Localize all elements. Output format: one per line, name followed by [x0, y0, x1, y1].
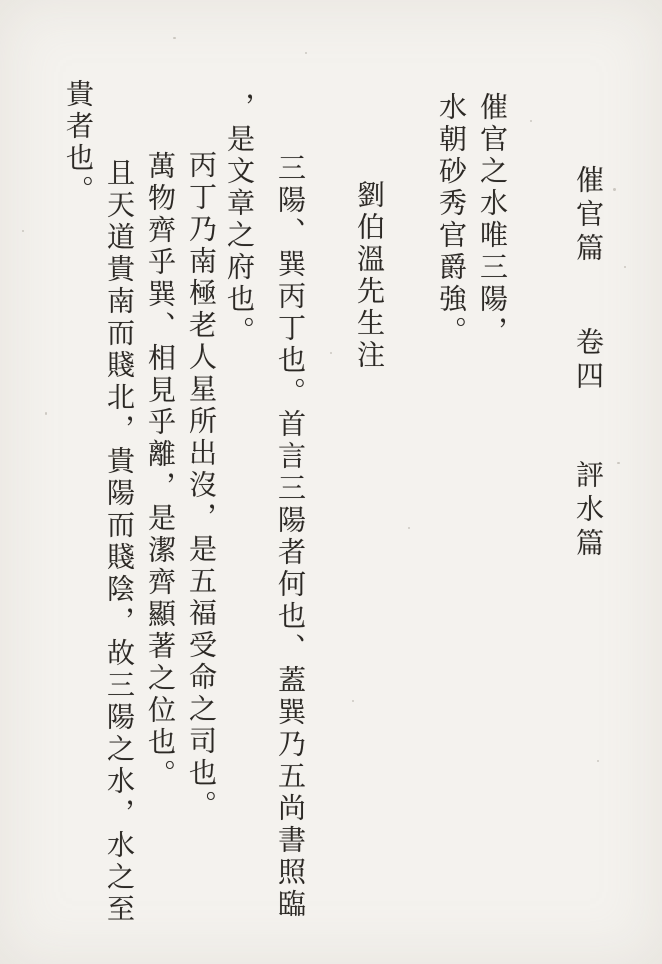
scan-noise-speck: [22, 230, 24, 232]
scan-noise-speck: [173, 37, 176, 39]
chapter-name: 評水篇: [572, 460, 603, 562]
commentary-entry1-column-1: 三陽、巽丙丁也。首言三陽者何也、蓋巽乃五尚書照臨: [274, 153, 305, 921]
scan-noise-speck: [330, 352, 332, 354]
commentary-entry4-column-1: 且天道貴南而賤北，貴陽而賤陰，故三陽之水，水之至: [103, 158, 134, 926]
book-title: 催官篇: [572, 165, 603, 267]
scan-noise-speck: [305, 52, 307, 54]
scan-noise-speck: [45, 412, 47, 415]
scan-noise-speck: [597, 760, 599, 762]
commentary-entry2-column-1: 丙丁乃南極老人星所出沒，是五福受命之司也。: [185, 150, 216, 822]
verse-column-2: 水朝砂秀官爵強。: [435, 92, 466, 348]
commentary-entry1-column-2: ，是文章之府也。: [223, 92, 254, 348]
verse-column-1: 催官之水唯三陽，: [476, 92, 507, 348]
scan-noise-speck: [530, 120, 532, 122]
scan-noise-speck: [352, 700, 354, 702]
commentary-entry4-column-2: 貴者也。: [62, 79, 93, 207]
volume-number: 卷四: [572, 327, 603, 395]
scan-noise-speck: [408, 527, 410, 529]
scan-noise-speck: [617, 462, 620, 464]
scan-noise-speck: [624, 266, 626, 268]
commentary-entry3-column-1: 萬物齊乎巽、相見乎離，是潔齊顯著之位也。: [144, 151, 175, 791]
chapter-title-column: [570, 165, 604, 562]
annotator-attribution: 劉伯溫先生注: [353, 180, 384, 372]
scan-noise-speck: [613, 188, 616, 191]
